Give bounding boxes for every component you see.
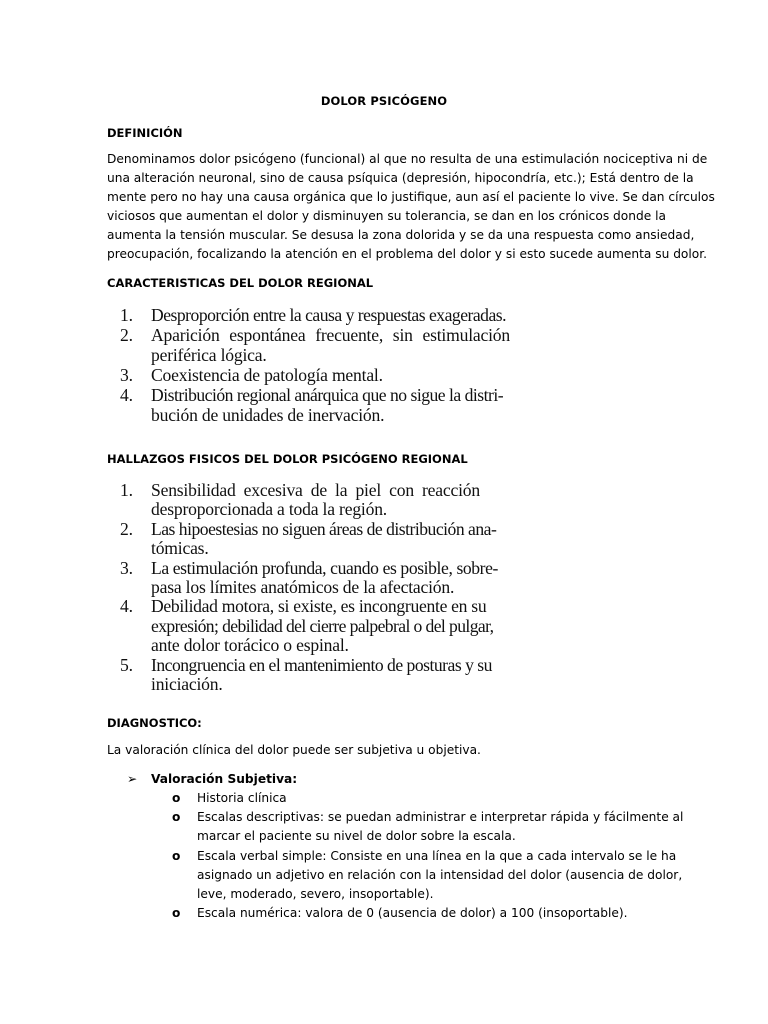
item-line: periférica lógica. xyxy=(151,345,267,365)
paragraph-line: mente pero no hay una causa orgánica que lo justifique, aun así el paciente lo vive. Se dan círculos xyxy=(107,190,715,204)
list-item xyxy=(120,305,510,325)
item-line: ante dolor torácico o espinal. xyxy=(151,635,349,656)
heading-hallazgos: HALLAZGOS FISICOS DEL DOLOR PSICÓGENO REGIONAL xyxy=(107,452,468,466)
item-line: Las hipoestesias no siguen áreas de distribución ana- xyxy=(151,518,497,539)
bullet-line: Historia clínica xyxy=(197,791,287,805)
item-number: 4. xyxy=(120,385,133,405)
bullet-line: Escalas descriptivas: se puedan administrar e interpretar rápida y fácilmente al xyxy=(197,810,684,824)
paragraph-line: viciosos que aumentan el dolor y disminuyen su tolerancia, se dan en los crónicos donde la xyxy=(107,209,666,223)
bullet-line: asignado un adjetivo en relación con la intensidad del dolor (ausencia de dolor, xyxy=(197,868,683,882)
item-number: 3. xyxy=(120,365,133,385)
heading-definicion: DEFINICIÓN xyxy=(107,126,183,140)
bullet-line: marcar el paciente su nivel de dolor sobre la escala. xyxy=(197,829,516,843)
bullet-line: Escala numérica: valora de 0 (ausencia de dolor) a 100 (insoportable). xyxy=(197,906,628,920)
item-number: 3. xyxy=(120,557,133,578)
heading-diagnostico: DIAGNOSTICO: xyxy=(107,716,202,730)
item-number: 5. xyxy=(120,654,133,675)
list-item xyxy=(120,365,510,385)
list-item xyxy=(120,325,510,365)
item-line: desproporcionada a toda la región. xyxy=(151,499,387,520)
bullet-line: leve, moderado, severo, insoportable). xyxy=(197,887,434,901)
item-line: Sensibilidad excesiva de la piel con reacción xyxy=(151,480,480,500)
list-item xyxy=(120,481,480,520)
list-item xyxy=(120,596,494,656)
document-title: DOLOR PSICÓGENO xyxy=(320,94,448,108)
paragraph-line: aumenta la tensión muscular. Se desusa la zona dolorida y se da una respuesta como ansiedad, xyxy=(107,228,695,242)
item-line: La estimulación profunda, cuando es posible, sobre- xyxy=(151,557,499,578)
item-line: Debilidad motora, si existe, es incongruente en su xyxy=(151,596,487,617)
item-line: Coexistencia de patología mental. xyxy=(151,365,383,385)
hallazgos-scanned-list xyxy=(120,480,499,695)
heading-caracteristicas: CARACTERISTICAS DEL DOLOR REGIONAL xyxy=(107,276,374,290)
item-line: pasa los límites anatómicos de la afectación. xyxy=(151,577,455,598)
arrow-bullet-icon: ➢ xyxy=(127,772,138,786)
valoracion-subjetiva-label: Valoración Subjetiva: xyxy=(151,772,298,786)
item-line: Desproporción entre la causa y respuestas exageradas. xyxy=(151,305,507,325)
list-item xyxy=(120,654,492,695)
caracteristicas-scanned-list xyxy=(120,305,510,425)
circle-bullet-icon: o xyxy=(172,810,181,824)
list-item xyxy=(120,385,510,425)
diagnostico-intro: La valoración clínica del dolor puede ser subjetiva u objetiva. xyxy=(107,743,481,757)
item-line: tómicas. xyxy=(151,538,209,559)
item-number: 2. xyxy=(120,325,133,345)
item-number: 1. xyxy=(120,480,133,500)
circle-bullet-icon: o xyxy=(172,849,181,863)
paragraph-line: preocupación, focalizando la atención en el problema del dolor y si esto sucede aumenta su dolor. xyxy=(107,247,707,261)
item-line: expresión; debilidad del cierre palpebral o del pulgar, xyxy=(151,615,494,636)
item-line: Incongruencia en el mantenimiento de posturas y su xyxy=(151,654,492,675)
paragraph-line: Denominamos dolor psicógeno (funcional) al que no resulta de una estimulación nociceptiva ni de xyxy=(107,152,708,166)
bullet-line: Escala verbal simple: Consiste en una línea en la que a cada intervalo se le ha xyxy=(197,849,677,863)
paragraph-line: una alteración neuronal, sino de causa psíquica (depresión, hipocondría, etc.); Está dentro de la xyxy=(107,171,694,185)
list-item xyxy=(120,557,499,598)
item-line: Aparición espontánea frecuente, sin estimulación xyxy=(151,325,510,345)
circle-bullet-icon: o xyxy=(172,906,181,920)
item-number: 2. xyxy=(120,518,133,539)
item-line: Distribución regional anárquica que no sigue la distri- xyxy=(151,385,504,405)
item-line: iniciación. xyxy=(151,674,223,695)
list-item xyxy=(120,518,497,559)
item-line: bución de unidades de inervación. xyxy=(151,405,385,425)
item-number: 4. xyxy=(120,596,133,617)
item-number: 1. xyxy=(120,305,133,325)
circle-bullet-icon: o xyxy=(172,791,181,805)
definicion-paragraph xyxy=(107,150,715,264)
